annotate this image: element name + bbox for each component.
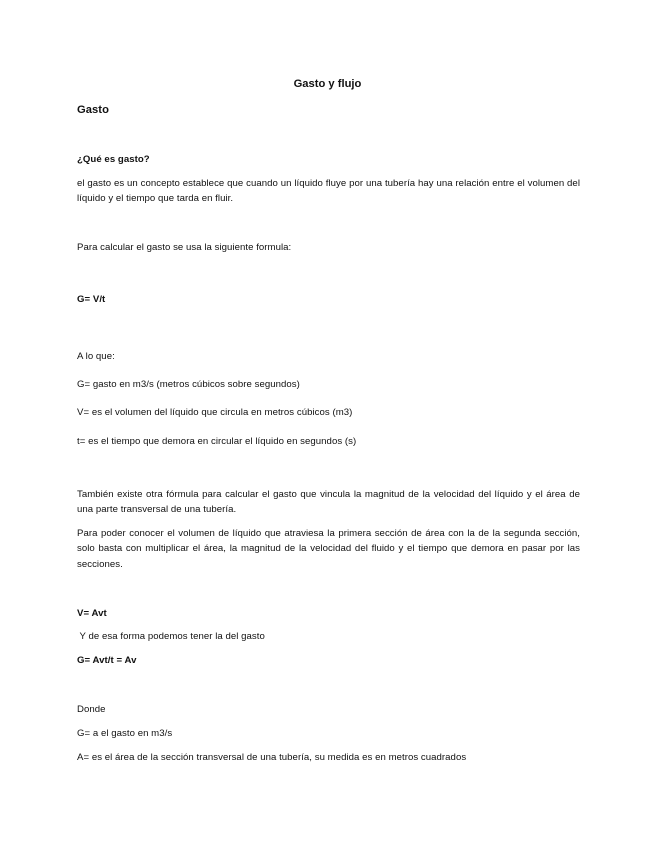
variable-g-2: G= a el gasto en m3/s: [77, 728, 173, 739]
paragraph-velocity-area: También existe otra fórmula para calcular el gasto que vincula la magnitud de la velocidad del líquido y el área de una parte transversal de una tubería.: [77, 489, 580, 516]
document-title: Gasto y flujo: [293, 78, 362, 90]
variable-v: V= es el volumen del líquido que circula en metros cúbicos (m3): [77, 407, 353, 418]
formula-gasto-av: G= Avt/t = Av: [77, 655, 137, 666]
section-heading: Gasto: [77, 104, 109, 116]
where-intro: A lo que:: [77, 351, 115, 362]
donde-label: Donde: [77, 704, 106, 715]
variable-g: G= gasto en m3/s (metros cúbicos sobre segundos): [77, 379, 300, 390]
formula-volume: V= Avt: [77, 608, 107, 619]
formula-note: Y de esa forma podemos tener la del gasto: [77, 631, 265, 642]
paragraph-volume: Para poder conocer el volumen de líquido que atraviesa la primera sección de área con la de la segunda sección, solo basta con multiplicar el área, la magnitud de la velocidad del fluido y el tiempo que demora en pasar por las secciones.: [77, 528, 580, 570]
question-heading: ¿Qué es gasto?: [77, 154, 150, 165]
formula-gasto: G= V/t: [77, 294, 106, 305]
formula-intro: Para calcular el gasto se usa la siguiente formula:: [77, 242, 292, 253]
variable-t: t= es el tiempo que demora en circular el líquido en segundos (s): [77, 436, 357, 447]
variable-a: A= es el área de la sección transversal de una tubería, su medida es en metros cuadrados: [77, 752, 467, 763]
definition-paragraph: el gasto es un concepto establece que cuando un líquido fluye por una tubería hay una relación entre el volumen del líquido y el tiempo que tarda en fluir.: [77, 178, 580, 205]
